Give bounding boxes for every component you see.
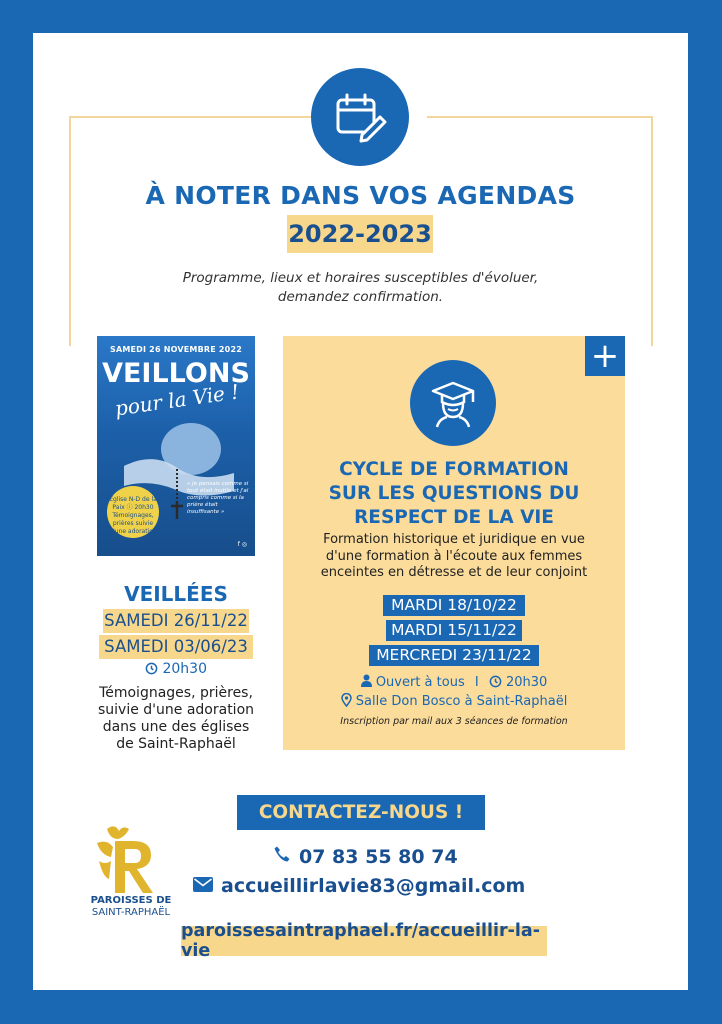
person-icon <box>361 675 376 690</box>
page <box>33 33 688 990</box>
poster-quote: « Je pensais comme si tout était inutile et j'ai compris comme si la prière était insuffisante » <box>187 481 249 515</box>
formation-date: MARDI 15/11/22 <box>386 620 522 641</box>
formation-date: MARDI 18/10/22 <box>383 595 525 616</box>
veillees-title: VEILLÉES <box>124 582 228 606</box>
frame-border <box>651 116 653 346</box>
veillees-time: 20h30 <box>162 661 207 677</box>
formation-title <box>283 458 625 530</box>
veillees-time-row <box>97 661 255 677</box>
poster-date: SAMEDI 26 NOVEMBRE 2022 <box>110 345 242 354</box>
graduate-icon <box>410 360 496 446</box>
phone-number[interactable]: 07 83 55 80 74 <box>299 845 458 868</box>
location-text: Salle Don Bosco à Saint-Raphaël <box>355 694 568 709</box>
frame-border <box>427 116 653 118</box>
poster-bubble: Église N-D de la Paix ⓘ 20h30 Témoignages, prières suivie d'une adoration <box>107 486 159 538</box>
inscription-note: Inscription par mail aux 3 séances de formation <box>340 716 568 727</box>
social-icons: f ◎ <box>237 541 247 548</box>
title-line: CYCLE DE FORMATION <box>339 459 569 480</box>
title-line: RESPECT DE LA VIE <box>354 507 554 528</box>
email-row[interactable] <box>193 875 525 897</box>
calendar-edit-icon <box>311 68 409 166</box>
year-badge: 2022-2023 <box>287 215 433 253</box>
description-line: d'une formation à l'écoute aux femmes <box>325 548 583 564</box>
clock-icon <box>145 661 162 677</box>
audience-text: Ouvert à tous <box>375 675 465 690</box>
poster-title: VEILLONS <box>102 358 250 389</box>
event-poster <box>97 336 255 556</box>
email-address[interactable]: accueillirlavie83@gmail.com <box>221 875 526 897</box>
veillee-date: SAMEDI 26/11/22 <box>103 609 249 633</box>
location-pin-icon <box>341 694 356 709</box>
page-title: À NOTER DANS VOS AGENDAS <box>145 181 576 210</box>
formation-date: MERCREDI 23/11/22 <box>369 645 539 666</box>
poster-script: pour la Vie ! <box>113 379 241 421</box>
subtitle-line: demandez confirmation. <box>277 289 444 305</box>
logo-line: SAINT-RAPHAËL <box>91 907 171 918</box>
logo-text <box>79 895 183 919</box>
formation-description <box>298 532 610 582</box>
formation-time: 20h30 <box>505 675 548 690</box>
formation-location-row <box>283 693 625 709</box>
description-line: Formation historique et juridique en vue <box>323 532 585 547</box>
description-line: dans une des églises <box>102 719 250 735</box>
subtitle-line: Programme, lieux et horaires susceptibles d'évoluer, <box>182 270 539 286</box>
plus-icon[interactable]: + <box>585 336 625 376</box>
contact-title: CONTACTEZ-NOUS ! <box>237 795 485 830</box>
formation-info-row <box>283 674 625 690</box>
envelope-icon <box>193 875 213 897</box>
phone-row[interactable] <box>273 845 458 868</box>
description-line: Témoignages, prières, <box>99 685 253 701</box>
clock-icon <box>489 675 506 690</box>
description-line: enceintes en détresse et de leur conjoint <box>320 565 588 580</box>
frame-border <box>69 116 71 346</box>
phone-icon <box>273 845 291 868</box>
frame-border <box>69 116 311 118</box>
veillees-description <box>91 685 261 753</box>
description-line: suivie d'une adoration <box>97 702 255 718</box>
website-link[interactable]: paroissesaintraphael.fr/accueillir-la-vie <box>181 926 547 956</box>
veillee-date: SAMEDI 03/06/23 <box>99 635 253 659</box>
description-line: de Saint-Raphaël <box>116 736 236 752</box>
separator: I <box>474 675 479 690</box>
logo-line: PAROISSES DE <box>90 895 172 906</box>
title-line: SUR LES QUESTIONS DU <box>328 483 580 504</box>
